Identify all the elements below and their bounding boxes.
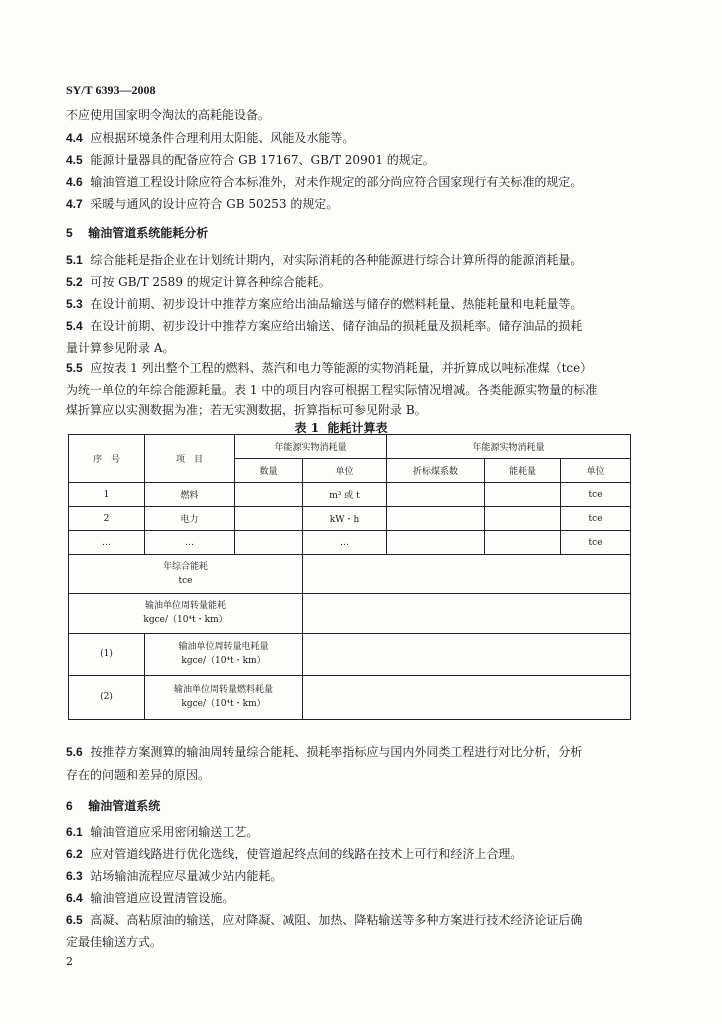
clause-5-3 [66, 297, 582, 311]
clause-number: 5.5 [66, 361, 83, 375]
row-unit: kW・h [303, 507, 387, 531]
clause-4-5 [66, 153, 435, 167]
table-row [69, 531, 631, 555]
clause-4-4 [66, 131, 354, 145]
clause-5-4 [66, 319, 582, 333]
sub2-label-line2: kgce/（10⁴t・km） [181, 699, 266, 710]
clause-number: 6.3 [66, 869, 83, 883]
header-item: 项 目 [145, 435, 235, 483]
table-row-sub2 [69, 675, 631, 719]
sub1-value [303, 633, 631, 675]
header-unit: 单位 [303, 459, 387, 483]
clause-text: 输油管道应采用密闭输送工艺。 [90, 825, 259, 839]
page-header-code: SY/T 6393—2008 [66, 83, 156, 97]
row-seq: … [69, 531, 145, 555]
clause-number: 4.7 [66, 197, 83, 211]
section-number: 5 [66, 226, 73, 240]
clause-text: 能源计量器具的配备应符合 GB 17167、GB/T 20901 的规定。 [90, 153, 435, 167]
paragraph-continuation: 不应使用国家明令淘汰的高耗能设备。 [66, 108, 271, 122]
sub2-label-line1: 输油单位周转量燃料耗量 [173, 685, 273, 696]
clause-6-5-line2: 定最佳输送方式。 [66, 935, 163, 949]
clause-text-line1: 应按表 1 列出整个工程的燃料、蒸汽和电力等能源的实物消耗量，并折算成以吨标准煤（tce） [90, 361, 593, 375]
clause-text-line1: 高凝、高粘原油的输送，应对降凝、减阻、加热、降粘输送等多种方案进行技术经济论证后确 [90, 913, 583, 927]
sub1-label-line2: kgce/（10⁴t・km） [181, 656, 266, 667]
annual-energy-value [303, 555, 631, 593]
clause-text: 站场输油流程应尽量减少站内能耗。 [90, 869, 283, 883]
row-factor [387, 531, 485, 555]
table-row [69, 483, 631, 507]
clause-5-4-line2: 量计算参见附录 A。 [66, 341, 175, 355]
clause-number: 4.6 [66, 175, 83, 189]
clause-6-5 [66, 913, 582, 927]
clause-6-4 [66, 891, 234, 905]
clause-4-7 [66, 197, 338, 211]
annual-energy-label [69, 555, 303, 593]
energy-calculation-table [68, 434, 631, 720]
clause-number: 6.2 [66, 847, 83, 861]
header-conversion-factor: 折标煤系数 [387, 459, 485, 483]
annual-energy-label-line2: tce [178, 575, 193, 586]
page-number: 2 [66, 955, 73, 968]
clause-5-1 [66, 253, 582, 267]
table-caption-title: 能耗计算表 [327, 421, 388, 435]
row-quantity [235, 507, 303, 531]
table-row-sub1 [69, 633, 631, 675]
clause-text-line1: 在设计前期、初步设计中推荐方案应给出输送、储存油品的损耗量及损耗率。储存油品的损耗 [90, 319, 583, 333]
clause-5-5-line3: 煤折算应以实测数据为准；若无实测数据，折算指标可参见附录 B。 [66, 403, 427, 417]
clause-6-1 [66, 825, 258, 839]
header-group-converted: 年能源实物消耗量 [387, 435, 631, 459]
header-energy-amount: 能耗量 [485, 459, 561, 483]
clause-5-6-line2: 存在的问题和差异的原因。 [66, 768, 211, 782]
header-group-physical: 年能源实物消耗量 [235, 435, 387, 459]
table-row [69, 507, 631, 531]
row-energy [485, 483, 561, 507]
sub2-index: (2) [69, 675, 145, 719]
clause-6-3 [66, 869, 282, 883]
section-heading-5 [66, 224, 208, 241]
header-quantity: 数量 [235, 459, 303, 483]
clause-number: 5.3 [66, 297, 83, 311]
header-seq: 序 号 [69, 435, 145, 483]
clause-number: 5.2 [66, 275, 83, 289]
section-title: 输油管道系统 [88, 799, 161, 813]
unit-consumption-label [69, 593, 303, 633]
clause-number: 5.1 [66, 253, 83, 267]
clause-6-2 [66, 847, 522, 861]
clause-5-2 [66, 275, 331, 289]
clause-text: 应根据环境条件合理利用太阳能、风能及水能等。 [90, 131, 355, 145]
annual-energy-label-line1: 年综合能耗 [162, 561, 208, 572]
table-row-unit-consumption [69, 593, 631, 633]
sub1-label [145, 633, 303, 675]
clause-text: 在设计前期、初步设计中推荐方案应给出油品输送与储存的燃料耗量、热能耗量和电耗量等。 [90, 297, 583, 311]
table-row-annual [69, 555, 631, 593]
sub1-index: (1) [69, 633, 145, 675]
clause-text: 应对管道线路进行优化选线，使管道起终点间的线路在技术上可行和经济上合理。 [90, 847, 523, 861]
row-unit: m³ 或 t [303, 483, 387, 507]
clause-number: 4.5 [66, 153, 83, 167]
clause-number: 4.4 [66, 131, 83, 145]
clause-text: 采暖与通风的设计应符合 GB 50253 的规定。 [90, 197, 339, 211]
clause-text: 输油管道应设置清管设施。 [90, 891, 235, 905]
unit-consumption-label-line2: kgce/（10⁴t・km） [143, 615, 228, 626]
clause-text: 可按 GB/T 2589 的规定计算各种综合能耗。 [90, 275, 331, 289]
sub2-value [303, 675, 631, 719]
clause-text: 输油管道工程设计除应符合本标准外，对未作规定的部分尚应符合国家现行有关标准的规定。 [90, 175, 583, 189]
clause-4-6 [66, 175, 582, 189]
row-quantity [235, 483, 303, 507]
row-item: … [145, 531, 235, 555]
row-unit: … [303, 531, 387, 555]
row-energy [485, 507, 561, 531]
sub2-label [145, 675, 303, 719]
section-title: 输油管道系统能耗分析 [88, 226, 209, 240]
clause-5-5-line2: 为统一单位的年综合能源耗量。表 1 中的项目内容可根据工程实际情况增减。各类能源实物量的标准 [66, 383, 598, 397]
clause-number: 6.4 [66, 891, 83, 905]
clause-number: 5.6 [66, 745, 83, 759]
row-item: 燃料 [145, 483, 235, 507]
unit-consumption-value [303, 593, 631, 633]
row-factor [387, 507, 485, 531]
header-unit-2: 单位 [561, 459, 631, 483]
sub1-label-line1: 输油单位周转量电耗量 [178, 642, 269, 653]
clause-5-5 [66, 361, 592, 375]
section-number: 6 [66, 799, 73, 813]
clause-5-6 [66, 745, 582, 759]
row-quantity [235, 531, 303, 555]
section-heading-6 [66, 797, 160, 814]
row-seq: 1 [69, 483, 145, 507]
unit-consumption-label-line1: 输油单位周转量能耗 [144, 601, 226, 612]
clause-text: 综合能耗是指企业在计划统计期内，对实际消耗的各种能源进行综合计算所得的能源消耗量。 [90, 253, 583, 267]
row-unit-2: tce [561, 483, 631, 507]
clause-number: 6.5 [66, 913, 83, 927]
clause-number: 5.4 [66, 319, 83, 333]
row-energy [485, 531, 561, 555]
row-factor [387, 483, 485, 507]
row-seq: 2 [69, 507, 145, 531]
row-unit-2: tce [561, 507, 631, 531]
row-item: 电力 [145, 507, 235, 531]
table-caption-number: 表 1 [294, 421, 320, 435]
clause-number: 6.1 [66, 825, 83, 839]
clause-text-line1: 按推荐方案测算的输油周转量综合能耗、损耗率指标应与国内外同类工程进行对比分析，分析 [90, 745, 583, 759]
row-unit-2: tce [561, 531, 631, 555]
